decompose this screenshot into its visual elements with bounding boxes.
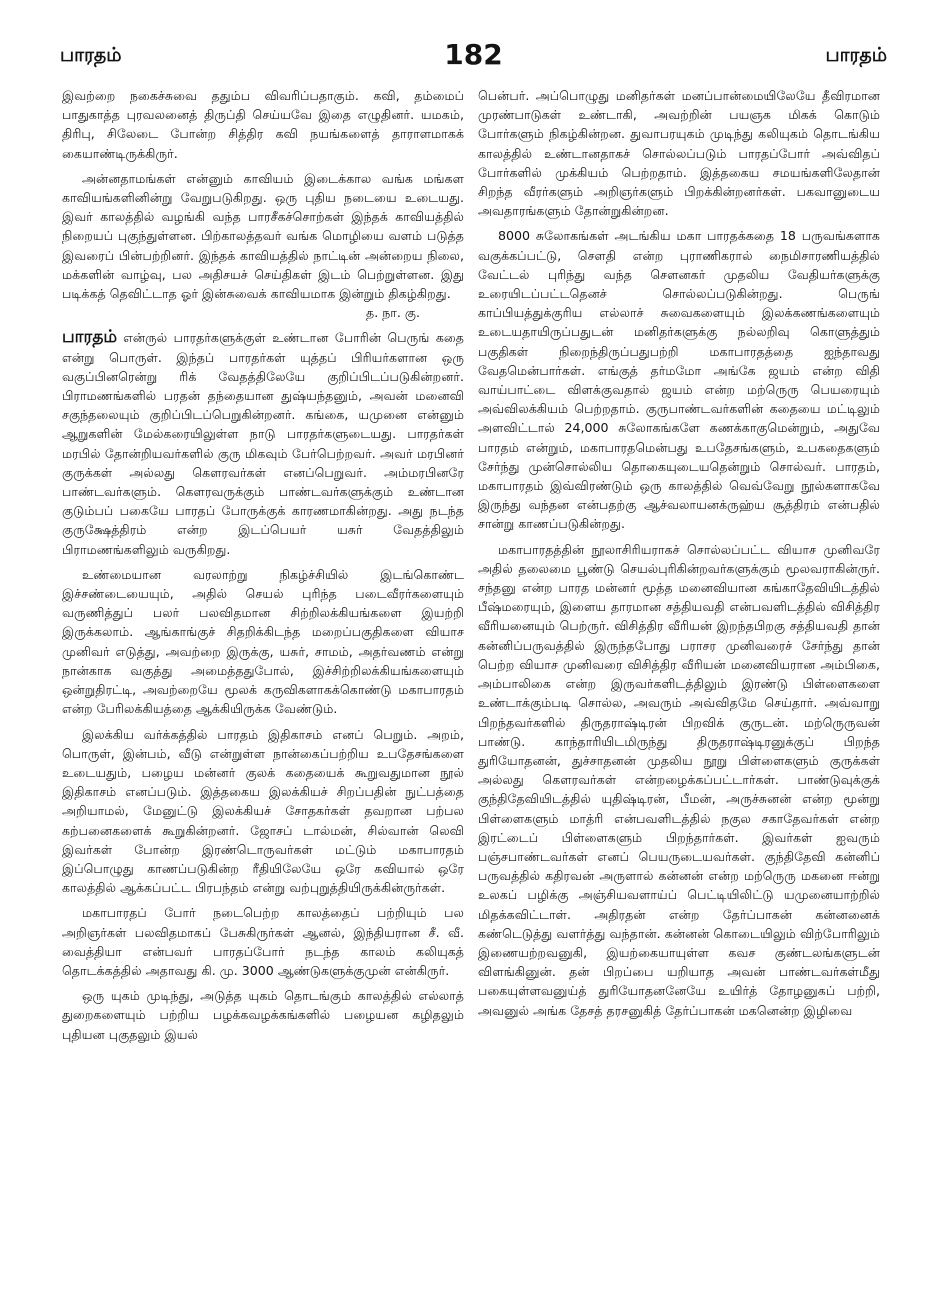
paragraph: உண்மையான வரலாற்று நிகழ்ச்சியில் இடங்கொண்ட இச்சண்டையையும், அதில் செயல் புரிந்த படைவீரர்களையும் வருணித்துப் பலர் பலவிதமான சிற்றிலக்கியங்களை இயற்றி இருக்கலாம். ஆங்காங்குச் சிதறிக்கிடந்த மறைப்பகுதிகளை வியாச முனிவர் எடுத்து, அவற்றை இருக்கு, யசுர், சாமம், அதர்வணம் என்று நான்காக வகுத்து அமைத்ததுபோல், இச்சிற்றிலக்கியங்களையும் ஒன்றுதிரட்டி, அவற்றையே மூலக் கருவிகளாகக்கொண்டு மகாபாரதம் என்ற பேரிலக்கியத்தை ஆக்கியிருக்க வேண்டும். xyxy=(62,566,464,717)
running-header-left: பாரதம் xyxy=(60,44,122,66)
author-initials: த. நா. கு. xyxy=(366,305,420,321)
paragraph: மகாபாரதப் போர் நடைபெற்ற காலத்தைப் பற்றியும் பல அறிஞர்கள் பலவிதமாகப் பேசுகிருர்கள் ஆனல், இந்தியரான சீ. வீ. வைத்தியா என்பவர் பாரதப்போர் நடந்த காலம் கலியுகத் தொடக்கத்தில் அதாவது கி. மு. 3000 ஆண்டுகளுக்குமுன் என்கிருர். xyxy=(62,905,464,978)
paragraph: ஒரு யுகம் முடிந்து, அடுத்த யுகம் தொடங்கும் காலத்தில் எல்லாத் துறைகளையும் பற்றிய பழக்கவழக்கங்களில் பழையன கழிதலும் புதியன புகுதலும் இயல் xyxy=(62,988,464,1042)
paragraph: மகாபாரதத்தின் நூலாசிரியராகச் சொல்லப்பட்ட வியாச முனிவரே அதில் தலைமை பூண்டு செயல்புரிகின்றவர்களுக்கும் மூலவராகின்ருர். சந்தனு என்ற பாரத மன்னர் மூத்த மனைவியான கங்காதேவியிடத்தில் பீஷ்மரையும், இளைய தாரமான சத்தியவதி என்பவளிடத்தில் விசித்திர வீரியனையும் பெற்ருர். விசித்திர வீரியன் இறந்தபிறகு சத்தியவதி தான் கன்னிப்பருவத்தில் இருந்தபோது பராசர முனிவரைச் சேர்ந்து தான் பெற்ற வியாச முனிவரை விசித்திர வீரியன் மனைவியரான அம்பிகை, அம்பாலிகை என்ற இருவர்களிடத்திலும் இரண்டு பிள்ளைகளை உண்டாக்கும்படி சொல்ல, அவரும் அவ்விதமே செய்தார். அவ்வாறு பிறந்தவர்களில் திருதராஷ்டிரன் பிறவிக் குருடன். மற்ருெருவன் பாண்டு. காந்தாரியிடமிருந்து திருதராஷ்டிரனுக்குப் பிறந்த துரியோதனன், துச்சாதனன் முதலிய நூறு பிள்ளைகளும் குருக்கள் அல்லது கௌரவர்கள் என்றழைக்கப்பட்டார்கள். பாண்டுவுக்குக் குந்திதேவியிடத்தில் யுதிஷ்டிரன், பீமன், அருச்சுனன் என்ற மூன்று பிள்ளைகளும் மாத்ரி என்பவளிடத்தில் நகுல சகாதேவர்கள் என்ற இரட்டைப் பிள்ளைகளும் பிறந்தார்கள். இவர்கள் ஐவரும் பஞ்சபாண்டவர்கள் எனப் பெயருடையவர்கள். குந்திதேவி கன்னிப் பருவத்தில் கதிரவன் அருளால் கன்னன் என்ற மற்ருெரு மகனை ஈன்று உலகப் பழிக்கு அஞ்சியவளாய்ப் பெட்டியிலிட்டு யமுனையாற்றில் மிதக்கவிட்டாள். அதிரதன் என்ற தேர்ப்பாகன் கன்னனைக் கண்டெடுத்து வளர்த்து வந்தான். கன்னன் கொடையிலும் விற்போரிலும் இணையற்றவனுகி, இயற்கையாயுள்ள கவச குண்டலங்களுடன் விளங்கினுன். தன் பிறப்பை யறியாத அவன் பாண்டவர்கள்மீது பகையுள்ளவனுய்த் துரியோதனனேயே உயிர்த் தோழனுகப் பற்றி, அவனுல் அங்க தேசத் தரசனுகித் தேர்ப்பாகன் மகனென்ற இழிவை xyxy=(478,541,880,1018)
paragraph: 8000 சுலோகங்கள் அடங்கிய மகா பாரதக்கதை 18 பருவங்களாக வகுக்கப்பட்டு, சௌதி என்ற புராணிகரால் நைமிசாரணியத்தில் வேட்டல் புரிந்து வந்த சௌனகர் முதலிய வேதியர்களுக்கு உரையிடப்பட்டதெனச் சொல்லப்படுகின்றது. பெருங் காப்பியத்துக்குரிய எல்லாச் சுவைகளையும் இலக்கணங்களையும் உடையதாயிருப்பதுடன் மனிதர்களுக்கு நல்லறிவு கொளுத்தும் பகுதிகள் நிறைந்திருப்பதுபற்றி மகாபாரதத்தை ஐந்தாவது வேதமென்பார்கள். எங்குத் தர்மமோ அங்கே ஜயம் என்ற விதி வாய்பாட்டை விளக்குவதால் ஜயம் என்ற மற்ருெரு பெயரையும் அவ்விலக்கியம் பெற்றதாம். குருபாண்டவர்களின் கதையை மட்டிலும் அளவிட்டால் 24,000 சுலோகங்களே கணக்காகுமென்றும், அதுவே பாரதம் என்றும், மகாபாரதமென்பது உபதேசங்களும், உபகதைகளும் சேர்ந்து முன்சொல்லிய தொகையுடையதென்றும் சொல்வர். பாரதம், மகாபாரதம் இவ்விரண்டும் ஒரு காலத்தில் வெவ்வேறு நூல்களாகவே இருந்து வந்தன என்பதற்கு ஆச்வலாயனக்ருஹ்ய சூத்திரம் என்பதில் சான்று காணப்படுகின்றது. xyxy=(478,228,880,532)
paragraph-text: அன்னதாமங்கள் என்னும் காவியம் இடைக்கால வங்க மங்கள காவியங்களினின்று வேறுபடுகிறது. ஒரு புதிய நடையை உடையது. இவர் காலத்தில் வழங்கி வந்த பாரசீகச்சொற்கள் இந்தக் காவியத்தில் நிறையப் புகுந்துள்ளன. பிற்காலத்தவர் வங்க மொழியை வளம் படுத்த இவரைப் பின்பற்றினர். இந்தக் காவியத்தில் நாட்டின் அன்றைய நிலை, மக்களின் வாழ்வு, பல அதிசயச் செய்திகள் இடம் பெற்றுள்ளன. இது படிக்கத் தெவிட்டாத ஓர் இன்சுவைக் காவியமாக இன்றும் திகழ்கிறது. xyxy=(62,170,464,302)
page-number: 182 xyxy=(444,38,503,71)
running-header-right: பாரதம் xyxy=(825,44,887,66)
paragraph: இலக்கிய வர்க்கத்தில் பாரதம் இதிகாசம் எனப் பெறும். அறம், பொருள், இன்பம், வீடு என்றுள்ள நான்கைப்பற்றிய உபதேசங்களை உடையதும், பழைய மன்னர் குலக் கதையைக் கூறுவதுமான நூல் இதிகாசம் எனப்படும். இத்தகைய இலக்கியச் சிறப்பதின் நுட்பத்தை அறியாமல், மேனுட்டு இலக்கியச் சோதகர்கள் தவறான பற்பல கற்பனைகளைக் கூறுகின்றனர். ஜோசப் டால்மன், சில்வான் லெவி இவர்கள் போன்ற இரண்டொருவர்கள் மட்டும் மகாபாரதம் இப்பொழுது காணப்படுகின்ற ரீதியிலேயே ஒரே கவியால் ஒரே காலத்தில் ஆக்கப்பட்ட பிரபந்தம் என்று வற்புறுத்தியிருக்கின்ருர்கள். xyxy=(62,726,464,896)
paragraph xyxy=(62,169,464,323)
paragraph: பென்பர். அப்பொழுது மனிதர்கள் மனப்பான்மையிலேயே தீவிரமான முரண்பாடுகள் உண்டாகி, அவற்றின் பயஞக மிகக் கொடும் போர்களும் நிகழ்கின்றன. துவாபரயுகம் முடிந்து கலியுகம் தொடங்கிய காலத்தில் உண்டானதாகச் சொல்லப்படும் பாரதப்போர் அவ்விதப் போர்களில் முக்கியம் பெற்றதாம். இத்தகைய சமயங்களிலேதான் சிறந்த வீரர்களும் அறிஞர்களும் பிறக்கின்றனர்கள். பகவானுடைய அவதாரங்களும் தோன்றுகின்றன. xyxy=(478,88,880,219)
paragraph: இவற்றை நகைச்சுவை ததும்ப விவரிப்பதாகும். கவி, தம்மைப் பாதுகாத்த புரவலனைத் திருப்தி செய்யவே இதை எழுதினர். யமகம், திரிபு, சிலேடை போன்ற சித்திர கவி நயங்களைத் தாராளமாகக் கையாண்டிருக்கிருர். xyxy=(62,88,464,161)
entry-paragraph xyxy=(62,328,464,558)
paragraph-text: என்ருல் பாரதர்களுக்குள் உண்டான போரின் பெருங் கதை என்று பொருள். இந்தப் பாரதர்கள் யுத்தப் பிரியர்களான ஒரு வகுப்பினரென்று ரிக் வேதத்திலேயே குறிப்பிடப்படுகின்றனர். பிராமணங்களில் பரதன் தந்தையான துஷ்யந்தனும், அவன் மனைவி சகுந்தலையும் குறிப்பிடப்பெறுகின்றனர். கங்கை, யமுனை என்னும் ஆறுகளின் மேல்கரையிலுள்ள நாடு பாரதர்களுடையது. பாரதர்கள் மரபில் தோன்றியவர்களில் குரு மிகவும் பேர்பெற்றவர். அவர் மரபினர் குருக்கள் அல்லது கௌரவர்கள் எனப்பெறுவர். அம்மரபினரே பாண்டவர்களும். கௌரவருக்கும் பாண்டவர்களுக்கும் உண்டான குடும்பப் பகையே பாரதப் போருக்குக் காரணமாகின்றது. அது நடந்த குருக்ஷேத்திரம் என்ற இடப்பெயர் யசுர் வேதத்திலும் பிராமணங்களிலும் வருகிறது. xyxy=(62,330,464,557)
entry-headword: பாரதம் xyxy=(62,327,118,348)
left-column xyxy=(62,86,464,1050)
right-column xyxy=(478,86,880,1026)
